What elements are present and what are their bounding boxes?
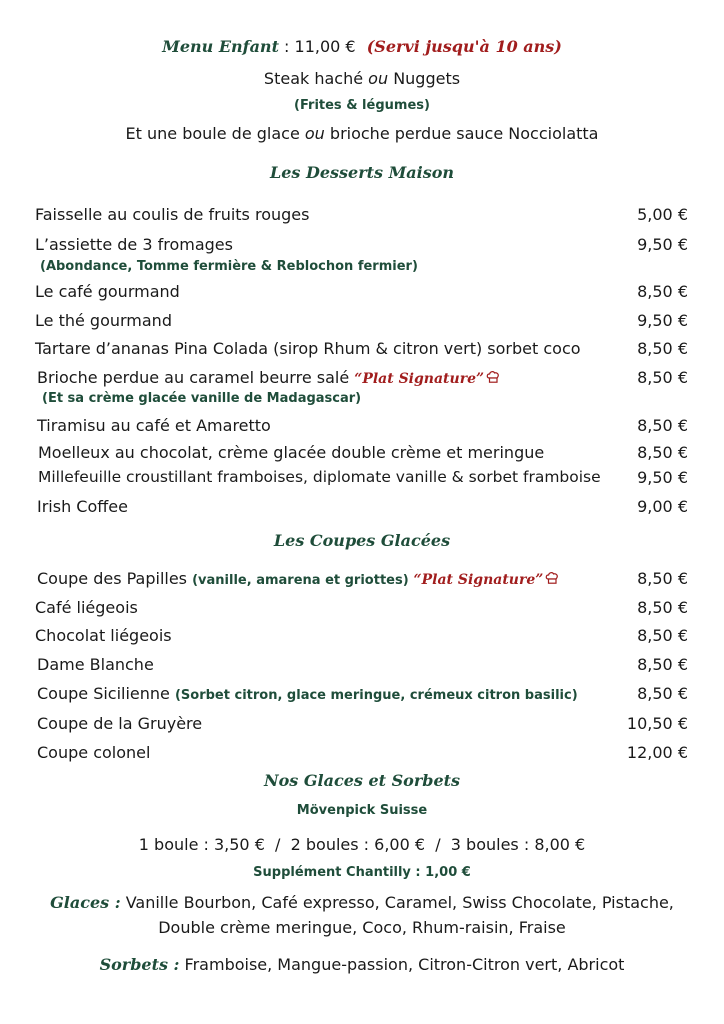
dessert-name: L’assiette de 3 fromages bbox=[35, 235, 233, 254]
coupe-name: Dame Blanche bbox=[37, 655, 154, 674]
dessert-price: 9,00 € bbox=[637, 497, 688, 516]
dessert-name: Le thé gourmand bbox=[35, 311, 172, 330]
menu-enfant-line1 bbox=[0, 69, 724, 88]
sorbets-label: Sorbets : bbox=[99, 955, 180, 974]
dessert-name: Irish Coffee bbox=[37, 497, 128, 516]
dessert-name: Tartare d’ananas Pina Colada (sirop Rhum & citron vert) sorbet coco bbox=[35, 339, 581, 358]
chef-hat-icon bbox=[486, 369, 500, 383]
glaces-line2: Double crème meringue, Coco, Rhum-raisin, Fraise bbox=[158, 918, 566, 937]
glaces-title: Nos Glaces et Sorbets bbox=[263, 771, 461, 790]
coupe-price: 12,00 € bbox=[626, 743, 688, 762]
coupe-name: Chocolat liégeois bbox=[35, 626, 172, 645]
desserts-title: Les Desserts Maison bbox=[269, 163, 455, 182]
coupe-price: 8,50 € bbox=[637, 598, 688, 617]
dessert-row-signature bbox=[37, 368, 500, 387]
coupe-row-signature bbox=[37, 569, 559, 588]
coupes-title: Les Coupes Glacées bbox=[273, 531, 451, 550]
dessert-sub: (Et sa crème glacée vanille de Madagascar) bbox=[42, 391, 362, 406]
dessert-price: 9,50 € bbox=[637, 311, 688, 330]
coupe-name: Coupe de la Gruyère bbox=[37, 714, 203, 733]
menu-enfant-line3-b: brioche perdue sauce Nocciolatta bbox=[324, 124, 599, 143]
menu-enfant-line3-or: ou bbox=[304, 124, 325, 143]
coupe-name: Café liégeois bbox=[35, 598, 138, 617]
coupe-name: Coupe des Papilles bbox=[37, 569, 193, 588]
dessert-price: 8,50 € bbox=[637, 339, 688, 358]
glaces-list-1: Vanille Bourbon, Café expresso, Caramel, Swiss Chocolate, Pistache, bbox=[120, 893, 674, 912]
glaces-brand: Mövenpick Suisse bbox=[296, 803, 428, 818]
coupe-row bbox=[37, 684, 578, 703]
menu-enfant-line1-b: Nuggets bbox=[388, 69, 461, 88]
sorbets-line bbox=[0, 955, 724, 974]
sorbets-list: Framboise, Mangue-passion, Citron-Citron vert, Abricot bbox=[179, 955, 625, 974]
dessert-name: Millefeuille croustillant framboises, diplomate vanille & sorbet framboise bbox=[38, 468, 601, 486]
dessert-price: 8,50 € bbox=[637, 416, 688, 435]
menu-enfant-line1-or: ou bbox=[368, 69, 389, 88]
coupe-price: 8,50 € bbox=[637, 684, 688, 703]
chef-hat-icon bbox=[545, 570, 559, 584]
coupe-detail: (Sorbet citron, glace meringue, crémeux citron basilic) bbox=[174, 688, 578, 703]
dessert-name: Brioche perdue au caramel beurre salé bbox=[37, 368, 355, 387]
menu-enfant-line1-a: Steak haché bbox=[263, 69, 369, 88]
signature-label: “Plat Signature” bbox=[408, 572, 544, 588]
coupe-price: 8,50 € bbox=[637, 655, 688, 674]
dessert-price: 9,50 € bbox=[637, 235, 688, 254]
menu-enfant-line2: (Frites & légumes) bbox=[294, 98, 430, 113]
dessert-name: Moelleux au chocolat, crème glacée double crème et meringue bbox=[38, 443, 545, 462]
menu-enfant-line3-a: Et une boule de glace bbox=[125, 124, 305, 143]
coupe-price: 8,50 € bbox=[637, 569, 688, 588]
glaces-line1 bbox=[0, 893, 724, 912]
coupe-name: Coupe Sicilienne bbox=[37, 684, 175, 703]
dessert-price: 8,50 € bbox=[637, 443, 688, 462]
coupe-name: Coupe colonel bbox=[37, 743, 151, 762]
dessert-name: Tiramisu au café et Amaretto bbox=[37, 416, 271, 435]
dessert-name: Faisselle au coulis de fruits rouges bbox=[35, 205, 310, 224]
menu-enfant-header bbox=[0, 37, 724, 56]
glaces-supplement: Supplément Chantilly : 1,00 € bbox=[253, 865, 471, 880]
dessert-price: 5,00 € bbox=[637, 205, 688, 224]
dessert-sub: (Abondance, Tomme fermière & Reblochon fermier) bbox=[40, 259, 418, 274]
dessert-price: 9,50 € bbox=[637, 468, 688, 487]
menu-enfant-title: Menu Enfant bbox=[162, 37, 279, 56]
menu-enfant-note: (Servi jusqu'à 10 ans) bbox=[366, 37, 562, 56]
dessert-price: 8,50 € bbox=[637, 368, 688, 387]
menu-enfant-sep: : bbox=[278, 37, 295, 56]
menu-enfant-price: 11,00 € bbox=[294, 37, 356, 56]
glaces-prices: 1 boule : 3,50 € / 2 boules : 6,00 € / 3 boules : 8,00 € bbox=[138, 835, 586, 854]
signature-label: “Plat Signature” bbox=[354, 371, 485, 387]
dessert-price: 8,50 € bbox=[637, 282, 688, 301]
coupe-detail: (vanille, amarena et griottes) bbox=[192, 573, 409, 588]
coupe-price: 8,50 € bbox=[637, 626, 688, 645]
coupe-price: 10,50 € bbox=[626, 714, 688, 733]
menu-enfant-line3 bbox=[0, 124, 724, 143]
glaces-label: Glaces : bbox=[50, 893, 121, 912]
dessert-name: Le café gourmand bbox=[35, 282, 180, 301]
